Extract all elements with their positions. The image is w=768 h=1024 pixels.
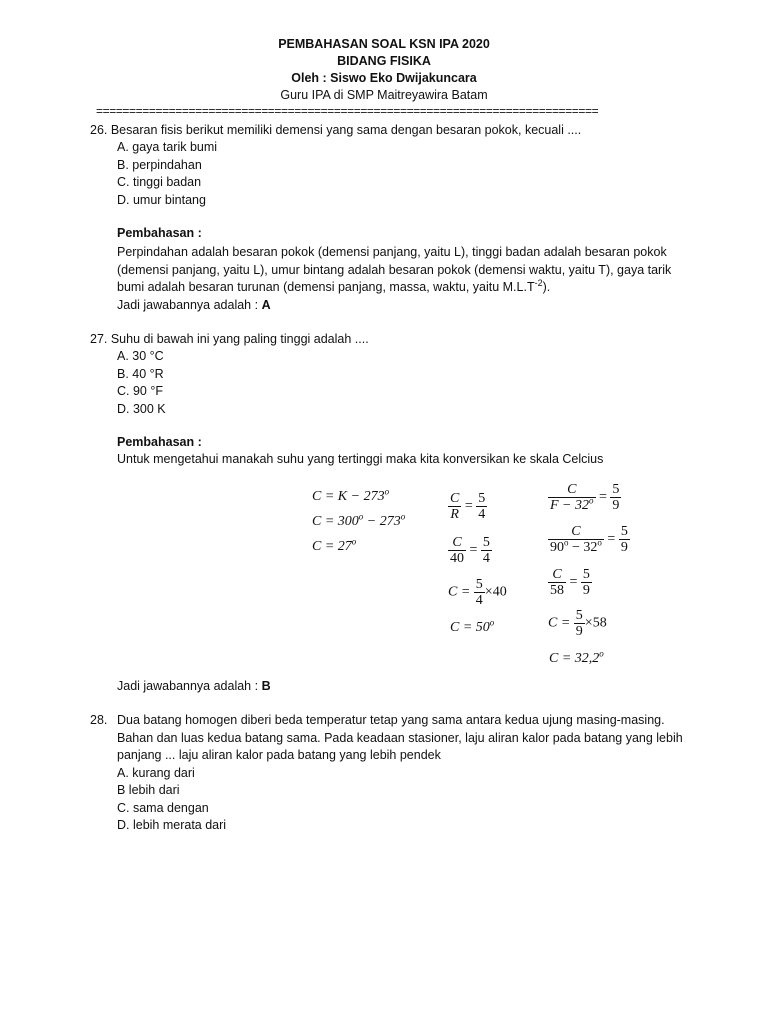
doc-title: PEMBAHASAN SOAL KSN IPA 2020 [278,37,490,51]
equals-sign: = [607,531,616,547]
fahrenheit-eq-3 [548,567,592,598]
separator-line: ============================================================================ [96,104,599,118]
q27-answer-prefix: Jadi jawabannya adalah : [117,679,262,693]
kelvin-eq-3 [312,536,357,555]
numerator: 5 [582,567,590,582]
kelvin-eq-2 [312,511,406,530]
q26-explanation-line-2: (demensi panjang, yaitu L), umur bintang adalah besaran pokok (demensi waktu, yaitu T), gaya tarik [117,262,672,277]
fraction-c-over-f-minus-32 [548,482,596,513]
q26-explanation-end: ). [542,280,551,294]
q27-option-b: B. 40 °R [117,366,164,381]
q28-question-line-2: Bahan dan luas kedua batang sama. Pada keadaan stasioner, laju aliran kalor pada batang yang lebih [117,730,683,745]
doc-author: Oleh : Siswo Eko Dwijakuncara [291,71,477,85]
q28-question-line-1: Dua batang homogen diberi beda temperatur tetap yang sama antara kedua ujung masing-masing. [117,713,665,727]
degree-mark: o [597,537,602,548]
numerator: C [452,535,462,550]
numerator: C [552,567,562,582]
q26-explanation-line-3 [117,279,671,297]
degree-mark: o [358,511,364,522]
reamur-eq-1 [448,491,487,522]
fahrenheit-eq-2 [548,524,630,555]
fahrenheit-eq-1 [548,482,621,513]
fraction-5-over-4 [481,535,492,566]
q28-option-b: B lebih dari [117,783,180,797]
denominator: 9 [575,624,583,639]
q26-answer-prefix: Jadi jawabannya adalah : [117,297,262,312]
q26-answer-letter: A [261,297,271,312]
q28-option-c: C. sama dengan [117,800,209,815]
fahrenheit-eq-4 [548,608,607,639]
q28-number: 28. [90,713,108,727]
denominator: 4 [475,593,483,608]
q28-option-a: A. kurang dari [117,765,195,780]
denominator: R [450,507,459,522]
q28-question-line-3: panjang ... laju aliran kalor pada batang yang lebih pendek [117,748,441,762]
denominator: 58 [550,583,564,598]
ninety: 90 [550,540,564,555]
numerator: 5 [482,535,490,550]
kelvin-eq-2-minus: − 273 [363,514,401,529]
fraction-c-over-40 [448,535,466,566]
equals-sign: = [599,489,607,505]
q26-explanation [117,244,671,314]
q26-discussion-label: Pembahasan : [117,226,202,240]
q27-option-a: A. 30 °C [117,349,164,363]
q28-question [117,712,683,835]
c-equals: C = [548,615,571,631]
doc-subtitle: BIDANG FISIKA [337,54,431,68]
kelvin-eq-1-text: C = K − 273 [312,489,385,504]
kelvin-eq-3-text: C = 27 [312,539,352,554]
reamur-eq-2 [448,535,492,566]
fraction-c-over-90-minus-32 [548,524,604,555]
kelvin-eq-2-text: C = 300 [312,514,359,529]
numerator: 5 [612,482,620,497]
q26-answer [117,297,671,315]
q27-answer [117,679,271,693]
q26-question: 26. Besaran fisis berikut memiliki demensi yang sama dengan besaran pokok, kecuali .... [90,123,582,137]
fraction-5-over-9 [574,608,585,639]
fahrenheit-result-text: C = 32,2 [549,651,600,666]
minus-32: − 32 [568,540,598,555]
q26-option-b: B. perpindahan [117,157,202,172]
c-equals: C = [448,584,471,600]
numerator: C [450,491,460,506]
fraction-5-over-9 [619,524,630,555]
degree-mark: o [599,648,604,659]
equals-sign: = [569,574,578,590]
numerator: 5 [575,608,583,623]
degree-mark: o [384,486,390,497]
reamur-result-text: C = 50 [450,620,490,635]
reamur-result [450,617,495,636]
f-minus-32: F − 32 [550,498,589,513]
numerator: 5 [475,577,483,592]
q27-options [117,348,166,418]
denominator: 40 [450,551,464,566]
denominator: 9 [612,498,620,513]
fraction-5-over-4 [474,577,485,608]
q27-question: 27. Suhu di bawah ini yang paling tinggi adalah .... [90,332,369,346]
q26-option-a: A. gaya tarik bumi [117,140,218,154]
degree-mark: o [351,536,357,547]
q26-option-d: D. umur bintang [117,192,206,207]
degree-mark: o [489,617,495,628]
times-58: ×58 [584,615,607,631]
q26-explanation-text: bumi adalah besaran turunan (demensi panjang, massa, waktu, yaitu M.L.T [117,280,535,294]
numerator: 5 [620,524,628,539]
degree-mark: o [400,511,406,522]
q27-option-c: C. 90 °F [117,384,163,398]
q26-explanation-line-1: Perpindahan adalah besaran pokok (demensi panjang, yaitu L), tinggi badan adalah besaran pokok [117,245,667,259]
denominator: 9 [620,540,628,555]
denominator: 4 [482,551,490,566]
reamur-eq-3 [448,577,507,608]
q27-explanation: Untuk mengetahui manakah suhu yang tertinggi maka kita konversikan ke skala Celcius [117,452,604,466]
q27-option-d: D. 300 K [117,401,166,416]
denominator [548,497,596,513]
q26-options [117,139,217,209]
fraction-c-over-r [448,491,461,522]
denominator: 4 [478,507,486,522]
q28-option-d: D. lebih merata dari [117,818,227,832]
fraction-5-over-9 [581,567,592,598]
fahrenheit-result [549,648,604,667]
times-40: ×40 [484,584,507,600]
q26-exponent: -2 [534,277,543,288]
denominator: 9 [582,583,590,598]
fraction-c-over-58 [548,567,566,598]
fraction-5-over-9 [610,482,621,513]
q26-option-c: C. tinggi badan [117,175,202,189]
numerator: C [567,482,577,497]
equals-sign: = [469,542,478,558]
kelvin-eq-1 [312,486,390,505]
degree-mark: o [589,495,594,506]
equals-sign: = [464,498,473,514]
doc-affiliation: Guru IPA di SMP Maitreyawira Batam [280,88,488,102]
fraction-5-over-4 [476,491,487,522]
denominator [548,539,604,555]
degree-mark: o [564,537,569,548]
q27-answer-letter: B [261,679,271,693]
numerator: 5 [478,491,486,506]
numerator: C [571,524,581,539]
q27-discussion-label: Pembahasan : [117,435,202,449]
